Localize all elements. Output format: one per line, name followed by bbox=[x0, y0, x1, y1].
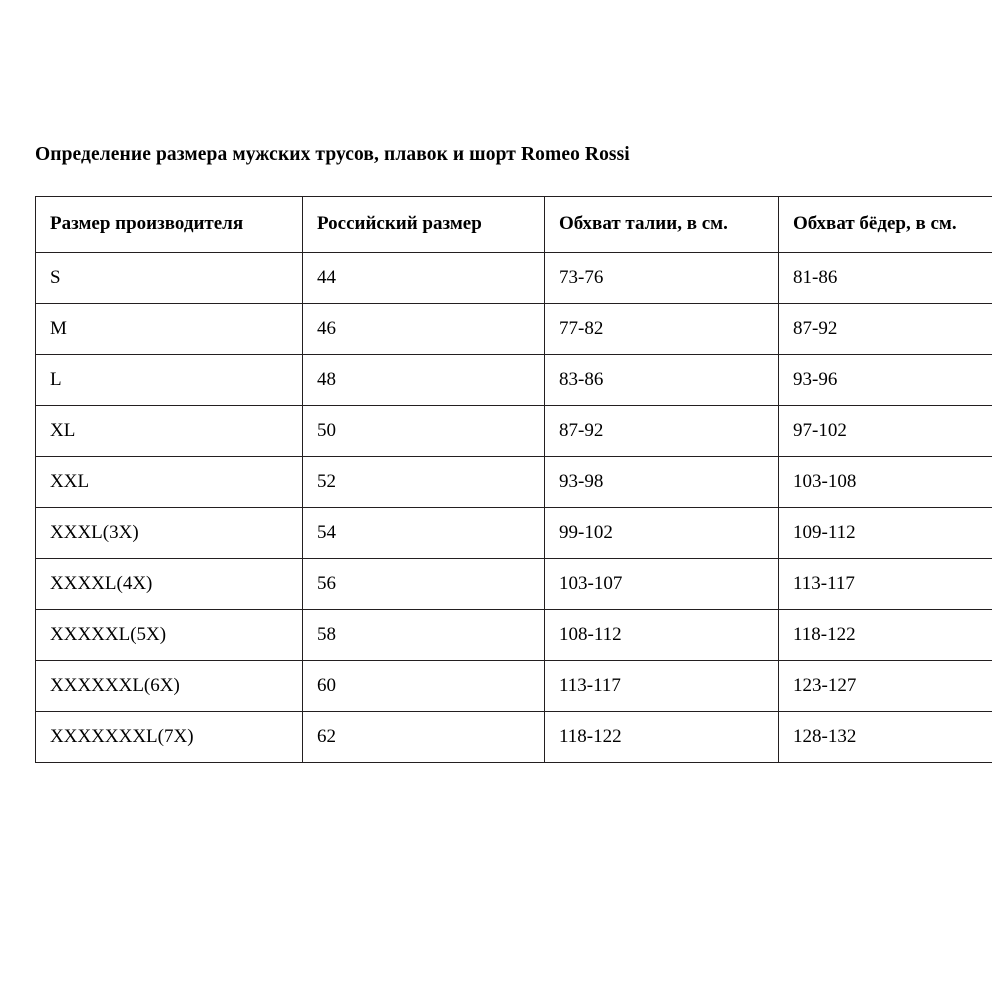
cell-hips: 113-117 bbox=[779, 559, 992, 610]
table-row bbox=[36, 661, 992, 712]
table-row bbox=[36, 457, 992, 508]
cell-russian-size: 56 bbox=[303, 559, 545, 610]
size-chart-table bbox=[35, 196, 992, 763]
cell-russian-size: 44 bbox=[303, 253, 545, 304]
cell-manufacturer-size: M bbox=[36, 304, 303, 355]
table-row bbox=[36, 406, 992, 457]
cell-hips: 109-112 bbox=[779, 508, 992, 559]
cell-manufacturer-size: S bbox=[36, 253, 303, 304]
cell-hips: 103-108 bbox=[779, 457, 992, 508]
cell-waist: 99-102 bbox=[545, 508, 779, 559]
cell-russian-size: 54 bbox=[303, 508, 545, 559]
cell-hips: 87-92 bbox=[779, 304, 992, 355]
column-header-manufacturer-size: Размер производителя bbox=[36, 197, 303, 253]
cell-russian-size: 46 bbox=[303, 304, 545, 355]
cell-russian-size: 52 bbox=[303, 457, 545, 508]
table-row bbox=[36, 304, 992, 355]
cell-manufacturer-size: XXL bbox=[36, 457, 303, 508]
cell-waist: 108-112 bbox=[545, 610, 779, 661]
column-header-russian-size: Российский размер bbox=[303, 197, 545, 253]
cell-hips: 128-132 bbox=[779, 712, 992, 763]
cell-hips: 97-102 bbox=[779, 406, 992, 457]
cell-waist: 83-86 bbox=[545, 355, 779, 406]
table-row bbox=[36, 253, 992, 304]
table-row bbox=[36, 712, 992, 763]
column-header-hips: Обхват бёдер, в см. bbox=[779, 197, 992, 253]
table-row bbox=[36, 508, 992, 559]
cell-manufacturer-size: L bbox=[36, 355, 303, 406]
cell-russian-size: 50 bbox=[303, 406, 545, 457]
cell-hips: 93-96 bbox=[779, 355, 992, 406]
cell-waist: 73-76 bbox=[545, 253, 779, 304]
cell-hips: 123-127 bbox=[779, 661, 992, 712]
page-title: Определение размера мужских трусов, плавок и шорт Romeo Rossi bbox=[35, 144, 630, 165]
cell-waist: 103-107 bbox=[545, 559, 779, 610]
cell-hips: 81-86 bbox=[779, 253, 992, 304]
cell-manufacturer-size: XXXL(3X) bbox=[36, 508, 303, 559]
cell-manufacturer-size: XL bbox=[36, 406, 303, 457]
cell-russian-size: 48 bbox=[303, 355, 545, 406]
cell-russian-size: 62 bbox=[303, 712, 545, 763]
cell-waist: 77-82 bbox=[545, 304, 779, 355]
table-header-row bbox=[36, 197, 992, 253]
cell-manufacturer-size: XXXXL(4X) bbox=[36, 559, 303, 610]
cell-waist: 113-117 bbox=[545, 661, 779, 712]
cell-manufacturer-size: XXXXXXL(6X) bbox=[36, 661, 303, 712]
column-header-waist: Обхват талии, в см. bbox=[545, 197, 779, 253]
cell-manufacturer-size: XXXXXL(5X) bbox=[36, 610, 303, 661]
table-row bbox=[36, 355, 992, 406]
cell-russian-size: 60 bbox=[303, 661, 545, 712]
cell-hips: 118-122 bbox=[779, 610, 992, 661]
table-header bbox=[36, 197, 992, 253]
table-row bbox=[36, 559, 992, 610]
cell-waist: 87-92 bbox=[545, 406, 779, 457]
cell-waist: 93-98 bbox=[545, 457, 779, 508]
cell-manufacturer-size: XXXXXXXL(7X) bbox=[36, 712, 303, 763]
cell-waist: 118-122 bbox=[545, 712, 779, 763]
table-body bbox=[36, 253, 992, 763]
table-row bbox=[36, 610, 992, 661]
cell-russian-size: 58 bbox=[303, 610, 545, 661]
